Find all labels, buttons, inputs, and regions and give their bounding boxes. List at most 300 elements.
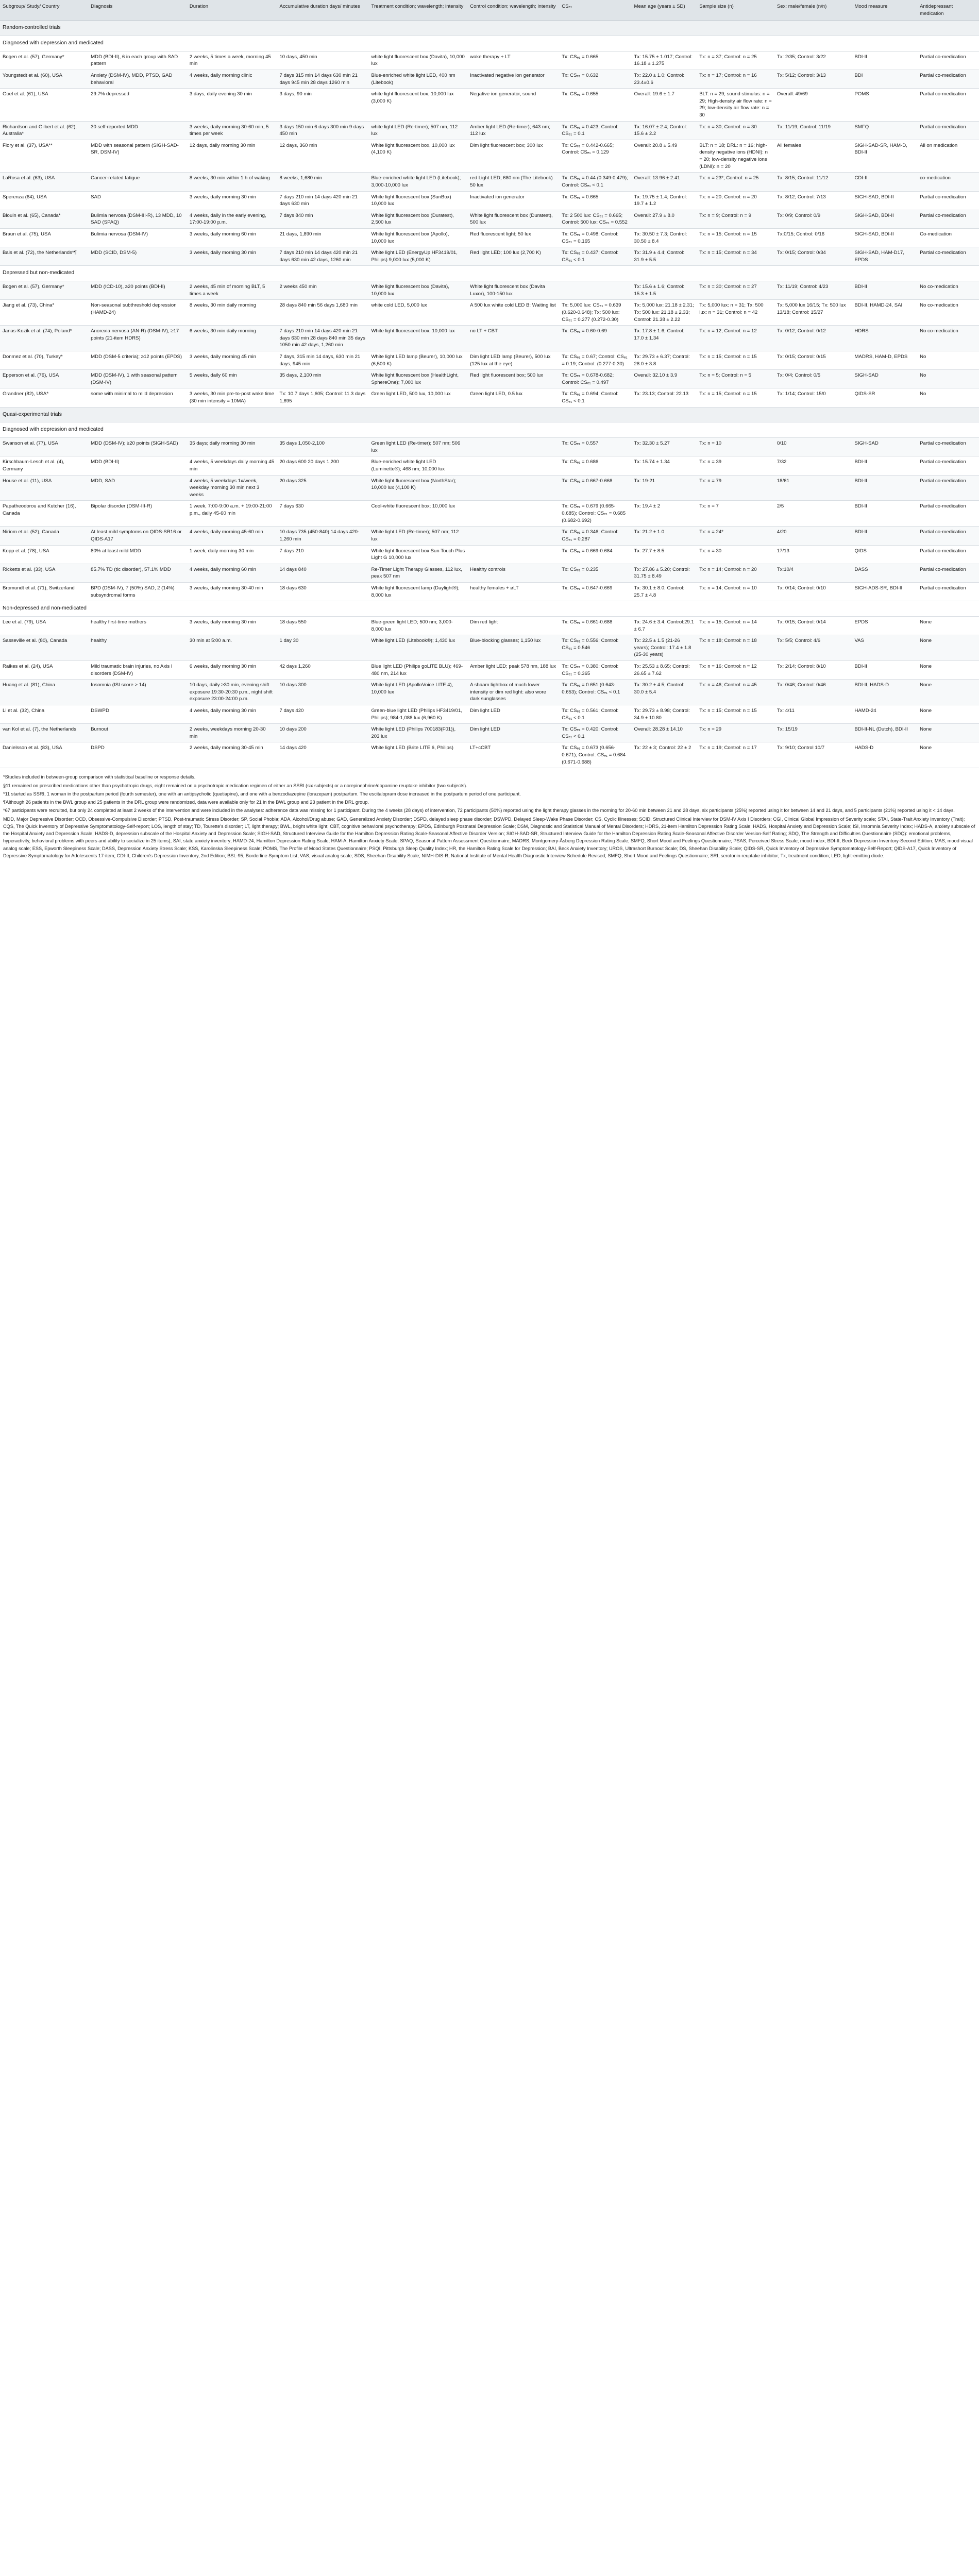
table-cell: 3 weeks, 30 min pre-to-post wake time (30 min intensity = 10MA) [187,388,277,407]
subsection-title: Depressed but non-medicated [0,266,979,281]
table-cell: SIGH-SAD, HAM-D17, EPDS [852,247,917,266]
table-cell: DASS [852,564,917,582]
table-cell: No co-medication [917,300,979,326]
table-cell: Tx: 29.73 ± 8.98; Control: 34.9 ± 10.80 [632,705,697,724]
table-cell: Amber light LED (Re-timer); 643 nm; 112 lux [467,121,559,140]
table-cell: SIGH-SAD, BDI-II [852,228,917,247]
table-cell: Youngstedt et al. (60), USA [0,70,88,88]
table-cell: Dim light LED [467,705,559,724]
table-row [0,456,979,475]
table-cell: 85.7% TD (tic disorder), 57.1% MDD [88,564,187,582]
table-cell: 3 weeks, daily morning 60 min [187,228,277,247]
table-cell: Tx: 30.2 ± 4.5; Control: 30.0 ± 5.4 [632,680,697,705]
table-cell: healthy [88,635,187,661]
table-cell: Tx: CSₑ₁ = 0.557 [559,438,631,456]
table-cell: Overall: 32.10 ± 3.9 [632,370,697,388]
table-cell: MDD (BDI-II) [88,456,187,475]
table-cell: White light fluorescent box (Duratest), 2,500 lux [368,210,467,228]
table-cell: Tx: CSₑ₁ = 0.67; Control: CSₑ₁ = 0.19; Control: (0.277-0.30) [559,351,631,370]
table-cell: MDD with seasonal pattern (SIGH-SAD-SR, DSM-IV) [88,140,187,172]
table-cell: 10 days, 450 min [277,51,368,70]
table-cell: healthy first-time mothers [88,616,187,635]
table-cell: Tx: 27.86 ± 5.20; Control: 31.75 ± 8.49 [632,564,697,582]
table-cell: MDD (DSM-IV), 1 with seasonal pattern (DSM-IV) [88,370,187,388]
table-cell: White light LED (Litebook®); 1,430 lux [368,635,467,661]
table-cell: SIGH-SAD, BDI-II [852,210,917,228]
table-cell: 18/61 [774,475,852,501]
table-row [0,247,979,266]
table-cell: CDI-II [852,173,917,191]
table-cell: 10 days 735 (450-840) 14 days 420-1,260 min [277,527,368,545]
table-cell: Tx: 15.75 ± 1.017; Control: 16.18 ± 1.275 [632,51,697,70]
header-row [0,0,979,21]
table-cell: 17/13 [774,545,852,564]
table-cell: 3 weeks, daily morning 30-60 min, 5 times per week [187,121,277,140]
subsection-row [0,266,979,281]
table-cell [467,545,559,564]
table-cell: Tx: 5/5; Control: 4/6 [774,635,852,661]
table-row [0,527,979,545]
table-cell: Tx: CSₑ₁ = 0.556; Control: CSₑ₁ = 0.546 [559,635,631,661]
table-cell: Tx: 15.74 ± 1.34 [632,456,697,475]
table-row [0,51,979,70]
table-cell: Tx: n = 14; Control: n = 10 [697,582,774,601]
footnote: §11 remained on prescribed medications other than psychotropic drugs, eight remained on a psychotropic medication regimen of either an SSRI (six subjects) or a norepinephrine/dopamine reuptake inhibitor (two subjects). [3,783,467,788]
table-cell: Tx: n = 30; Control: n = 30 [697,121,774,140]
table-cell [467,501,559,527]
table-cell: Tx: 10.7 days 1,605; Control: 11.3 days 1,695 [277,388,368,407]
table-cell: DSPD [88,742,187,768]
table-cell: Tx:0/15; Control: 0/16 [774,228,852,247]
table-cell: Ricketts et al. (33), USA [0,564,88,582]
table-cell: No [917,351,979,370]
table-cell: Tx: 25.53 ± 8.65; Control: 26.65 ± 7.62 [632,660,697,679]
table-cell: Tx: CSₑ₁ = 0.380; Control: CSₑ₁ = 0.365 [559,660,631,679]
table-cell: 12 days, daily morning 30 min [187,140,277,172]
table-cell: Tx: 1/14; Control: 15/0 [774,388,852,407]
table-cell: Overall: 13.96 ± 2.41 [632,173,697,191]
section-row [0,21,979,36]
table-cell: LT+cCBT [467,742,559,768]
table-row [0,501,979,527]
table-cell: Grandner (82), USA* [0,388,88,407]
table-cell: White light fluorescent box (NorthStar); 10,000 lux (4,100 K) [368,475,467,501]
table-row [0,438,979,456]
table-cell: Partial co-medication [917,475,979,501]
table-cell: 7 days 210 min 14 days 420 min 21 days 630 min [277,191,368,210]
table-cell: Huang et al. (81), China [0,680,88,705]
table-cell: None [917,742,979,768]
footnote: ¶Although 26 patients in the BWL group and 25 patients in the DRL group were randomized, data were available only for 21 in the BWL group and 23 patient in the DRL group. [3,800,369,805]
table-cell: Tx: 22.0 ± 1.0; Control: 23.4±0.6 [632,70,697,88]
table-cell: Burnout [88,724,187,742]
table-cell: Partial co-medication [917,191,979,210]
table-cell: Flory et al. (37), USA** [0,140,88,172]
table-cell: Tx: 32.30 ± 5.27 [632,438,697,456]
table-row [0,660,979,679]
table-cell: 4 weeks, daily morning 60 min [187,564,277,582]
table-cell: Tx: n = 46; Control: n = 45 [697,680,774,705]
table-cell: 8 weeks, 1,680 min [277,173,368,191]
table-cell: no LT + CBT [467,326,559,351]
table-cell: White light fluorescent box, 10,000 lux (4,100 K) [368,140,467,172]
table-cell: Kopp et al. (78), USA [0,545,88,564]
table-cell: MDD (DSM-5 criteria); ≥12 points (EPDS) [88,351,187,370]
table-cell: Tx: 0/12; Control: 0/12 [774,326,852,351]
table-cell: Tx: n = 39 [697,456,774,475]
table-cell: 3 weeks, daily morning 30-40 min [187,582,277,601]
table-cell: EPDS [852,616,917,635]
table-cell: Tx: n = 29 [697,724,774,742]
table-cell: 30 min at 5:00 a.m. [187,635,277,661]
table-cell: co-medication [917,173,979,191]
table-cell: Tx: 0/4; Control: 0/5 [774,370,852,388]
table-cell: Tx: 5/12; Control: 3/13 [774,70,852,88]
table-cell: some with minimal to mild depression [88,388,187,407]
table-row [0,351,979,370]
table-cell: 8 weeks, 30 min within 1 h of waking [187,173,277,191]
table-cell: 3 days, 90 min [277,89,368,121]
table-cell: Tx: n = 10 [697,438,774,456]
table-cell: Tx: 2/35; Control: 3/22 [774,51,852,70]
table-cell: Bulimia nervosa (DSM-IV) [88,228,187,247]
table-cell: White light fluorescent box; 10,000 lux [368,326,467,351]
table-cell: Tx: 0/46; Control: 0/46 [774,680,852,705]
table-cell: Tx: 19.75 ± 1.4; Control: 19.7 ± 1.2 [632,191,697,210]
table-cell: Tx: CSₑ₁ = 0.420; Control: CSₑ₁ < 0.1 [559,724,631,742]
table-cell: 10 days 300 [277,680,368,705]
table-cell: All females [774,140,852,172]
table-cell: None [917,660,979,679]
table-cell: SIGH-SAD [852,438,917,456]
table-cell: Tx: n = 15; Control: n = 14 [697,616,774,635]
table-cell: 20 days 600 20 days 1,200 [277,456,368,475]
table-row [0,173,979,191]
table-cell: BLT: n = 29; sound stimulus: n = 29; High-density air flow rate: n = 29; low-density air flow rate: n = 30 [697,89,774,121]
table-cell: QIDS-SR [852,388,917,407]
table-cell: 1 day 30 [277,635,368,661]
column-header: Subgroup/ Study/ Country [0,0,88,21]
table-cell: Tx: 0/14; Control: 0/10 [774,582,852,601]
table-cell: Tx: 22 ± 3; Control: 22 ± 2 [632,742,697,768]
table-cell: Tx: 5,000 lux: CSₑ₁ = 0.639 (0.620-0.648); Tx: 500 lux: CSₑ₁ = 0.277 (0.272-0.30) [559,300,631,326]
table-cell: Tx: CSₑ₁ = 0.647-0.669 [559,582,631,601]
table-cell: Amber light LED; peak 578 nm, 188 lux [467,660,559,679]
table-cell: Janas-Kozik et al. (74), Poland* [0,326,88,351]
table-cell: Tx: CSₑ₁ = 0.437; Control: CSₑ₁ < 0.1 [559,247,631,266]
subsection-title: Diagnosed with depression and medicated [0,422,979,438]
table-cell: Tx: 31.9 ± 4.4; Control: 31.9 ± 5.5 [632,247,697,266]
table-row [0,326,979,351]
table-cell: POMS [852,89,917,121]
table-cell: Partial co-medication [917,438,979,456]
table-row [0,300,979,326]
table-cell: 7 days 420 [277,705,368,724]
table-cell: 80% at least mild MDD [88,545,187,564]
table-cell: 3 weeks, daily morning 30 min [187,616,277,635]
section-title: Random-controlled trials [0,21,979,36]
table-cell: Donmez et al. (70), Turkey* [0,351,88,370]
table-cell: Tx: n = 23*; Control: n = 25 [697,173,774,191]
table-cell: 18 days 630 [277,582,368,601]
table-cell: Tx: 30.1 ± 8.0; Control: 25.7 ± 4.8 [632,582,697,601]
table-cell: Partial co-medication [917,89,979,121]
table-cell: White light LED (EnergyUp HF3419/01, Philips) 9,000 lux (5,000 K) [368,247,467,266]
table-cell: Bromundt et al. (71), Switzerland [0,582,88,601]
table-cell: 1 week, daily morning 30 min [187,545,277,564]
column-header: Treatment condition; wavelength; intensity [368,0,467,21]
table-cell: Partial co-medication [917,501,979,527]
table-cell: Goel et al. (61), USA [0,89,88,121]
table-cell: HDRS [852,326,917,351]
table-cell: Bogen et al. (57), Germany* [0,281,88,300]
table-cell: 20 days 325 [277,475,368,501]
table-cell: Tx: n = 17; Control: n = 16 [697,70,774,88]
table-cell: Tx: CSₑ₁ = 0.665 [559,191,631,210]
table-row [0,705,979,724]
table-cell: 14 days 420 [277,742,368,768]
table-cell: healthy females + øLT [467,582,559,601]
table-cell: Tx: 2 500 lux: CSₑ₁ = 0.665; Control: 500 lux: CSₑ₁ = 0.552 [559,210,631,228]
table-row [0,140,979,172]
table-cell: Tx: 0/15; Control: 0/14 [774,616,852,635]
table-row [0,210,979,228]
table-cell: Danielsson et al. (83), USA [0,742,88,768]
table-cell: BDI-II [852,281,917,300]
table-cell: white cold LED, 5,000 lux [368,300,467,326]
table-row [0,545,979,564]
table-cell: Healthy controls [467,564,559,582]
table-cell: Tx: 0/9; Control: 0/9 [774,210,852,228]
table-cell: MDD, SAD [88,475,187,501]
table-cell: Tx: CSₑ₁ = 0.346; Control: CSₑ₁ = 0.287 [559,527,631,545]
table-cell: Dim light LED [467,724,559,742]
table-cell: Partial co-medication [917,70,979,88]
table-cell: All on medication [917,140,979,172]
table-cell: Tx: 16.07 ± 2.4; Control: 15.6 ± 2.2 [632,121,697,140]
table-cell: Tx: CSₑ₁ = 0.44 (0.349-0.479); Control: CSₑ₁ < 0.1 [559,173,631,191]
table-cell: Bulimia nervosa (DSM-III-R), 13 MDD, 10 SAD (SPAQ) [88,210,187,228]
column-header: Accumulative duration days/ minutes [277,0,368,21]
table-cell: Partial co-medication [917,564,979,582]
table-cell: 3 weeks, daily morning 30 min [187,247,277,266]
table-cell: 12 days, 360 min [277,140,368,172]
table-cell: Tx: 15/19 [774,724,852,742]
studies-table [0,0,979,768]
table-cell: 4 weeks, daily morning clinic [187,70,277,88]
section-title: Quasi-experimental trials [0,407,979,422]
table-cell: Tx: n = 15; Control: n = 15 [697,388,774,407]
table-cell: Red fluorescent light; 50 lux [467,228,559,247]
table-row [0,191,979,210]
table-cell: HAMD-24 [852,705,917,724]
table-cell: 3 weeks, daily morning 30 min [187,191,277,210]
table-cell: White light fluorescent box (HealthLight, SphereOne); 7,000 lux [368,370,467,388]
footnote: *11 started as SSRI, 1 woman in the postpartum period (fourth semester), one with an antipsychotic (quetiapine), and one with a benzodiazepine (lorazepam) postpartum. The escitalopram dose increased in the postpartum period of one participant. [3,791,521,796]
table-cell: Blue-enriched white light LED (Luminette®); 468 nm; 10,000 lux [368,456,467,475]
table-cell: 2 weeks, weekdays morning 20-30 min [187,724,277,742]
table-cell: white light fluorescent box, 10,000 lux (3,000 K) [368,89,467,121]
table-row [0,70,979,88]
table-cell: 7 days, 315 min 14 days, 630 min 21 days, 945 min [277,351,368,370]
table-cell: white light fluorescent box (Davita), 10,000 lux [368,51,467,70]
table-cell: Tx: n = 16; Control: n = 12 [697,660,774,679]
table-cell: Tx: n = 30; Control: n = 27 [697,281,774,300]
table-cell: Tx: n = 37; Control: n = 25 [697,51,774,70]
table-cell: Tx: 4/11 [774,705,852,724]
table-cell: Re-Timer Light Therapy Glasses, 112 lux, peak 507 nm [368,564,467,582]
table-cell: White light fluorescent box (SunBox) 10,000 lux [368,191,467,210]
table-cell: SIGH-SAD-SR, HAM-D, BDI-II [852,140,917,172]
table-cell: Inactivated ion generator [467,191,559,210]
table-cell: 42 days 1,260 [277,660,368,679]
table-cell: 4/20 [774,527,852,545]
table-row [0,228,979,247]
table-row [0,388,979,407]
table-row [0,742,979,768]
table-cell: 2/5 [774,501,852,527]
table-cell: Tx: n = 15; Control: n = 15 [697,705,774,724]
table-cell: Tx: CSₑ₁ = 0.632 [559,70,631,88]
table-row [0,89,979,121]
table-cell: Tx: CSₑ₁ = 0.686 [559,456,631,475]
table-row [0,680,979,705]
table-cell: Tx: 21.2 ± 1.0 [632,527,697,545]
table-cell: Overall: 49/69 [774,89,852,121]
table-cell: Tx: n = 5; Control: n = 5 [697,370,774,388]
table-cell: Blue-enriched white light LED (Litebook); 3,000-10,000 lux [368,173,467,191]
table-row [0,475,979,501]
table-cell: red Light LED; 680 nm (The Litebook) 50 lux [467,173,559,191]
table-cell: Tx: CSₑ₁ = 0.235 [559,564,631,582]
column-header: Diagnosis [88,0,187,21]
table-cell: Tx: 11/19; Control: 11/19 [774,121,852,140]
column-header: Antidepressant medication [917,0,979,21]
table-cell: No co-medication [917,281,979,300]
table-cell: Blue-enriched white light LED, 400 nm (Litebook) [368,70,467,88]
table-cell: Green light LED, 0.5 lux [467,388,559,407]
section-row [0,407,979,422]
subsection-row [0,422,979,438]
table-cell: Negative ion generator, sound [467,89,559,121]
footnote: *67 participants were recruited, but only 24 completed at least 2 weeks of the intervention and were included in the analyses: adherence data was missing for 1 participant. During the 4 weeks (28 days) of intervention, 72 participants (50%) reported using the light therapy glasses in the morning for 20-60 min between 21 and 28 days, six participants (25%) reported using it for between 14 and 21 days, and 5 participants (21%) reported using it < 14 days. [3,808,955,814]
table-cell: Tx: CSₑ₁ = 0.423; Control: CSₑ₁ = 0.1 [559,121,631,140]
table-cell: 0/10 [774,438,852,456]
table-cell: BDI-II [852,527,917,545]
table-cell: Tx: CSₑ₁ = 0.679 (0.665-0.685); Control: CSₑ₁ = 0.685 (0.682-0.692) [559,501,631,527]
table-cell: 35 days 1,050-2,100 [277,438,368,456]
table-cell: 10 days 200 [277,724,368,742]
table-cell: 4 weeks, 5 weekdays daily morning 45 min [187,456,277,475]
table-cell: Tx: CSₑ₁ = 0.673 (0.656-0.671); Control: CSₑ₁ = 0.684 (0.671-0.688) [559,742,631,768]
table-cell: White light fluorescent box Sun Touch Plus Light G 10,000 lux [368,545,467,564]
table-cell: Cool-white fluorescent box; 10,000 lux [368,501,467,527]
table-cell: No [917,388,979,407]
table-cell: Overall: 20.8 ± 5.49 [632,140,697,172]
subsection-row [0,36,979,51]
table-cell: LaRosa et al. (63), USA [0,173,88,191]
table-cell: MADRS, HAM-D, EPDS [852,351,917,370]
table-cell: BDI [852,70,917,88]
table-cell: Tx: 5,000 lux: n = 31; Tx: 500 lux: n = 31; Control: n = 42 [697,300,774,326]
table-cell: Tx: CSₑ₁ = 0.60-0.69 [559,326,631,351]
table-cell: 21 days, 1,890 min [277,228,368,247]
table-cell: Co-medication [917,228,979,247]
subsection-title: Diagnosed with depression and medicated [0,36,979,51]
table-cell: Partial co-medication [917,527,979,545]
table-cell: Tx: n = 79 [697,475,774,501]
table-cell: 8 weeks, 30 min daily morning [187,300,277,326]
table-cell: Tx: CSₑ₁ = 0.655 [559,89,631,121]
table-row [0,635,979,661]
table-cell: Kirschbaum-Lesch et al. (4), Germany [0,456,88,475]
table-cell: Tx: 9/10; Control 10/7 [774,742,852,768]
table-cell: BDI-II [852,660,917,679]
subsection-row [0,601,979,617]
table-cell [467,527,559,545]
table-header [0,0,979,21]
table-cell: Partial co-medication [917,582,979,601]
table-cell: No co-medication [917,326,979,351]
table-cell: BPD (DSM-IV), 7 (50%) SAD, 2 (14%) subsyndromal forms [88,582,187,601]
table-cell: SIGH-ADS-SR, BDI-II [852,582,917,601]
table-cell: white light LED (Re-timer); 507 nm, 112 lux [368,121,467,140]
table-cell: Li et al. (32), China [0,705,88,724]
table-cell: Partial co-medication [917,51,979,70]
table-cell: Tx: CSₑ₁ = 0.561; Control: CSₑ₁ < 0.1 [559,705,631,724]
footnote: *Studies included in between-group comparison with statistical baseline or response details. [3,774,196,780]
table-cell: White light fluorescent box (Davita Luxor), 100-150 lux [467,281,559,300]
table-cell: BDI-II [852,501,917,527]
column-header: Sample size (n) [697,0,774,21]
table-cell: White light LED (Re-timer); 507 nm; 112 lux [368,527,467,545]
table-cell: Green light LED, 500 lux, 10,000 lux [368,388,467,407]
table-cell: Dim red light [467,616,559,635]
table-cell: At least mild symptoms on QIDS-SR16 or QIDS-A17 [88,527,187,545]
table-cell: BDI-II, HAMD-24, SAI [852,300,917,326]
table-cell: Tx: 0/15; Control: 0/15 [774,351,852,370]
table-cell: MDD (ICD-10), ≥20 points (BDI-II) [88,281,187,300]
table-cell: MDD (SCID, DSM-5) [88,247,187,266]
table-cell: Tx:10/4 [774,564,852,582]
table-cell: Anorexia nervosa (AN-R) (DSM-IV), ≥17 points (21-item HDRS) [88,326,187,351]
table-cell: DSWPD [88,705,187,724]
table-cell: HADS-D [852,742,917,768]
table-cell: Sperenza (64), USA [0,191,88,210]
table-cell: 7 days 315 min 14 days 630 min 21 days 945 min 28 days 1260 min [277,70,368,88]
column-header: Control condition; wavelength; intensity [467,0,559,21]
table-cell: Richardson and Gilbert et al. (62), Australia* [0,121,88,140]
table-cell [467,475,559,501]
table-cell: White light LED (Philips 700183(F01)), 203 lux [368,724,467,742]
table-cell: Overall: 28.28 ± 14.10 [632,724,697,742]
table-cell: 18 days 550 [277,616,368,635]
column-header: Duration [187,0,277,21]
table-cell: Tx: n = 30 [697,545,774,564]
table-cell: 10 days, daily ≥30 min, evening shift exposure 19:30-20:30 p.m., night shift exposure 23:00-24:00 p.m. [187,680,277,705]
table-cell: 30 self-reported MDD [88,121,187,140]
table-cell: Insomnia (ISI score > 14) [88,680,187,705]
table-cell: Tx: n = 12; Control: n = 12 [697,326,774,351]
table-cell: Tx: CSₑ₁ = 0.694; Control: CSₑ₁ < 0.1 [559,388,631,407]
table-cell: Papatheodorou and Kutcher (16), Canada [0,501,88,527]
table-figure [0,0,979,868]
table-cell: White light fluorescent lamp (Daylight®); 8,000 lux [368,582,467,601]
table-cell: Red light fluorescent box; 500 lux [467,370,559,388]
table-cell: Tx: 5,000 lux 16/15; Tx: 500 lux 13/18; Control: 15/27 [774,300,852,326]
column-header: Mean age (years ± SD) [632,0,697,21]
table-cell: White light fluorescent box (Duratest), 500 lux [467,210,559,228]
